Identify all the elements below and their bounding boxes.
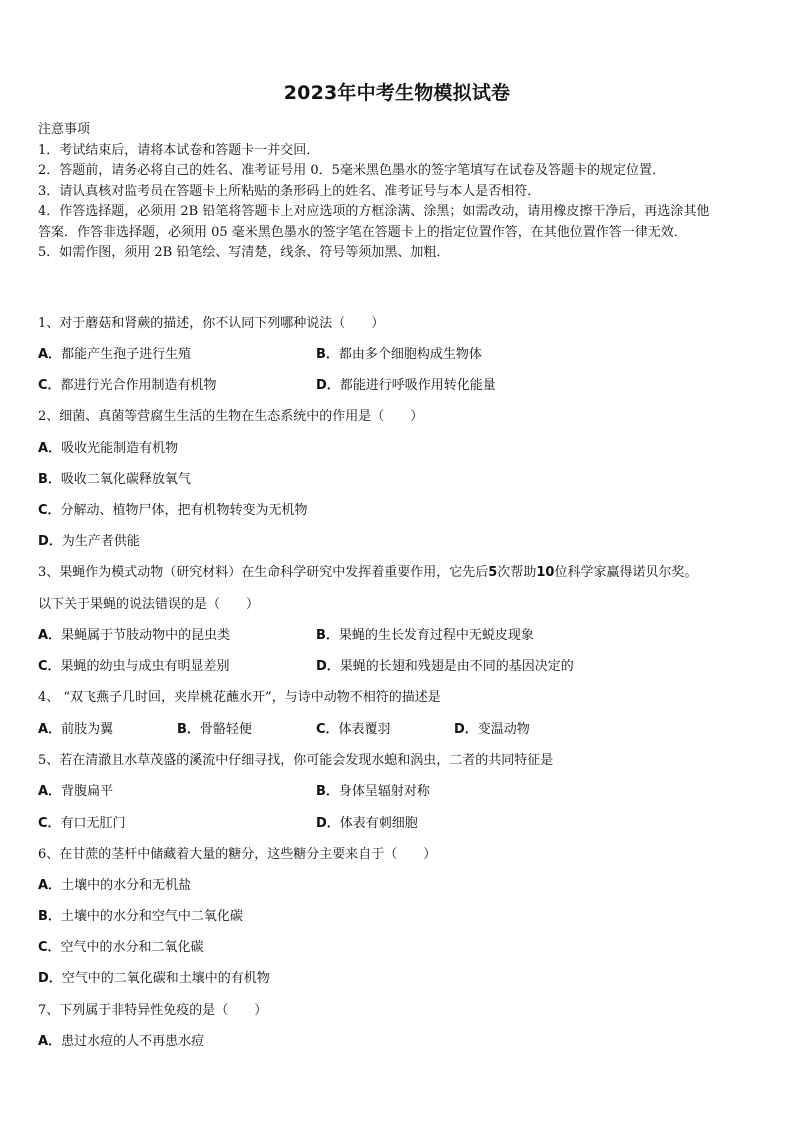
q1-option-c [38, 374, 217, 393]
option-text: 分解动、植物尸体，把有机物转变为无机物 [60, 503, 308, 518]
q6-option-c [38, 936, 204, 955]
q5-option-a [38, 780, 113, 799]
q2-option-a [38, 437, 178, 456]
question-3-stem-line2: 以下关于果蝇的说法错误的是（ ） [38, 597, 260, 612]
option-letter: D． [316, 816, 340, 831]
option-text: 果蝇的生长发育过程中无蜕皮现象 [338, 628, 534, 643]
option-text: 土壤中的水分和空气中二氧化碳 [60, 909, 243, 924]
q3-number: 10 [536, 565, 555, 580]
option-text: 吸收光能制造有机物 [61, 441, 179, 456]
q1-option-b [316, 343, 482, 362]
option-text: 背腹扁平 [61, 784, 114, 799]
option-text: 变温动物 [477, 722, 530, 737]
option-text: 果蝇属于节肢动物中的昆虫类 [61, 628, 231, 643]
q3-option-a [38, 624, 230, 643]
q1-option-a [38, 343, 191, 362]
option-letter: A． [38, 1034, 62, 1049]
option-letter: A． [38, 628, 62, 643]
option-letter: B． [316, 347, 339, 362]
q3-stem-part: 位科学家赢得诺贝尔奖。 [554, 565, 698, 580]
q5-option-c [38, 812, 126, 831]
q3-option-d [316, 655, 574, 674]
q4-option-b [177, 718, 252, 737]
option-text: 果蝇的幼虫与成虫有明显差别 [60, 659, 230, 674]
q4-option-d [454, 718, 530, 737]
q3-number: 5 [488, 565, 498, 580]
q4-option-a [38, 718, 113, 737]
option-text: 吸收二氧化碳释放氧气 [60, 472, 191, 487]
option-text: 体表覆羽 [338, 722, 391, 737]
option-text: 体表有刺细胞 [339, 816, 418, 831]
option-text: 身体呈辐射对称 [338, 784, 430, 799]
option-letter: D． [38, 971, 62, 986]
question-2-stem: 2、细菌、真菌等营腐生生活的生物在生态系统中的作用是（ ） [38, 409, 424, 424]
option-text: 果蝇的长翅和残翅是由不同的基因决定的 [339, 659, 574, 674]
option-letter: C． [38, 659, 61, 674]
question-6-stem: 6、在甘蔗的茎杆中储藏着大量的糖分，这些糖分主要来自于（ ） [38, 847, 437, 862]
notes-heading: 注意事项 [38, 122, 91, 137]
q5-option-d [316, 812, 418, 831]
option-letter: C． [38, 816, 61, 831]
q2-option-c [38, 499, 308, 518]
question-5-stem: 5、若在清澈且水草茂盛的溪流中仔细寻找，你可能会发现水螅和涡虫，二者的共同特征是 [38, 753, 554, 768]
option-letter: B． [316, 628, 339, 643]
option-text: 土壤中的水分和无机盐 [61, 878, 192, 893]
option-letter: C． [38, 378, 61, 393]
option-letter: B． [38, 909, 61, 924]
note-line: 4．作答选择题，必须用 2B 铅笔将答题卡上对应选项的方框涂满、涂黑；如需改动，请用橡皮擦干净后，再选涂其他 [38, 204, 710, 219]
note-line: 2．答题前，请务必将自己的姓名、准考证号用 0．5毫米黑色墨水的签字笔填写在试卷及答题卡的规定位置． [38, 163, 665, 178]
option-letter: B． [316, 784, 339, 799]
note-line: 答案．作答非选择题，必须用 05 毫米黑色墨水的签字笔在答题卡上的指定位置作答，在其他位置作答一律无效． [38, 224, 687, 240]
option-letter: A． [38, 722, 62, 737]
q6-option-d [38, 967, 270, 986]
option-text: 骨骼轻便 [199, 722, 252, 737]
option-text: 都能产生孢子进行生殖 [61, 347, 192, 362]
option-text: 前肢为翼 [61, 722, 114, 737]
option-letter: A． [38, 878, 62, 893]
option-letter: C． [38, 940, 61, 955]
q7-option-a [38, 1030, 204, 1049]
q1-option-d [316, 374, 496, 393]
notes-section [38, 120, 758, 264]
question-1-stem: 1、对于蘑菇和肾蕨的描述，你不认同下列哪种说法（ ） [38, 316, 385, 331]
option-letter: D． [316, 659, 340, 674]
page-title: 2023年中考生物模拟试卷 [283, 82, 511, 104]
option-text: 空气中的二氧化碳和土壤中的有机物 [61, 971, 270, 986]
q2-option-b [38, 468, 191, 487]
option-letter: C． [38, 503, 61, 518]
q3-option-c [38, 655, 230, 674]
option-text: 空气中的水分和二氧化碳 [60, 940, 204, 955]
q3-option-b [316, 624, 534, 643]
option-letter: B． [177, 722, 200, 737]
q3-stem-part: 3、果蝇作为模式动物（研究材料）在生命科学研究中发挥着重要作用，它先后 [38, 565, 489, 580]
option-letter: D． [38, 534, 62, 549]
q5-option-b [316, 780, 430, 799]
q6-option-b [38, 905, 243, 924]
option-text: 都能进行呼吸作用转化能量 [339, 378, 496, 393]
option-letter: A． [38, 441, 62, 456]
option-letter: B． [38, 472, 61, 487]
option-letter: D． [316, 378, 340, 393]
option-letter: A． [38, 784, 62, 799]
option-letter: D． [454, 722, 478, 737]
option-text: 都进行光合作用制造有机物 [60, 378, 217, 393]
question-4-stem: 4、 “双飞燕子几时回，夹岸桃花蘸水开”，与诗中动物不相符的描述是 [38, 690, 441, 705]
note-line: 1．考试结束后，请将本试卷和答题卡一并交回． [38, 142, 320, 158]
q2-option-d [38, 530, 140, 549]
question-3-stem [38, 561, 768, 580]
note-line: 5．如需作图，须用 2B 铅笔绘、写清楚，线条、符号等须加黑、加粗． [38, 245, 450, 260]
option-text: 有口无肛门 [60, 816, 126, 831]
q6-option-a [38, 874, 191, 893]
option-text: 为生产者供能 [61, 534, 140, 549]
q4-option-c [316, 718, 391, 737]
note-line: 3．请认真核对监考员在答题卡上所粘贴的条形码上的姓名、准考证号与本人是否相符． [38, 183, 541, 199]
option-letter: C． [316, 722, 339, 737]
option-text: 都由多个细胞构成生物体 [338, 347, 482, 362]
question-7-stem: 7、下列属于非特异性免疫的是（ ） [38, 1003, 268, 1018]
option-text: 患过水痘的人不再患水痘 [61, 1034, 205, 1049]
option-letter: A． [38, 347, 62, 362]
q3-stem-part: 次帮助 [497, 565, 537, 580]
